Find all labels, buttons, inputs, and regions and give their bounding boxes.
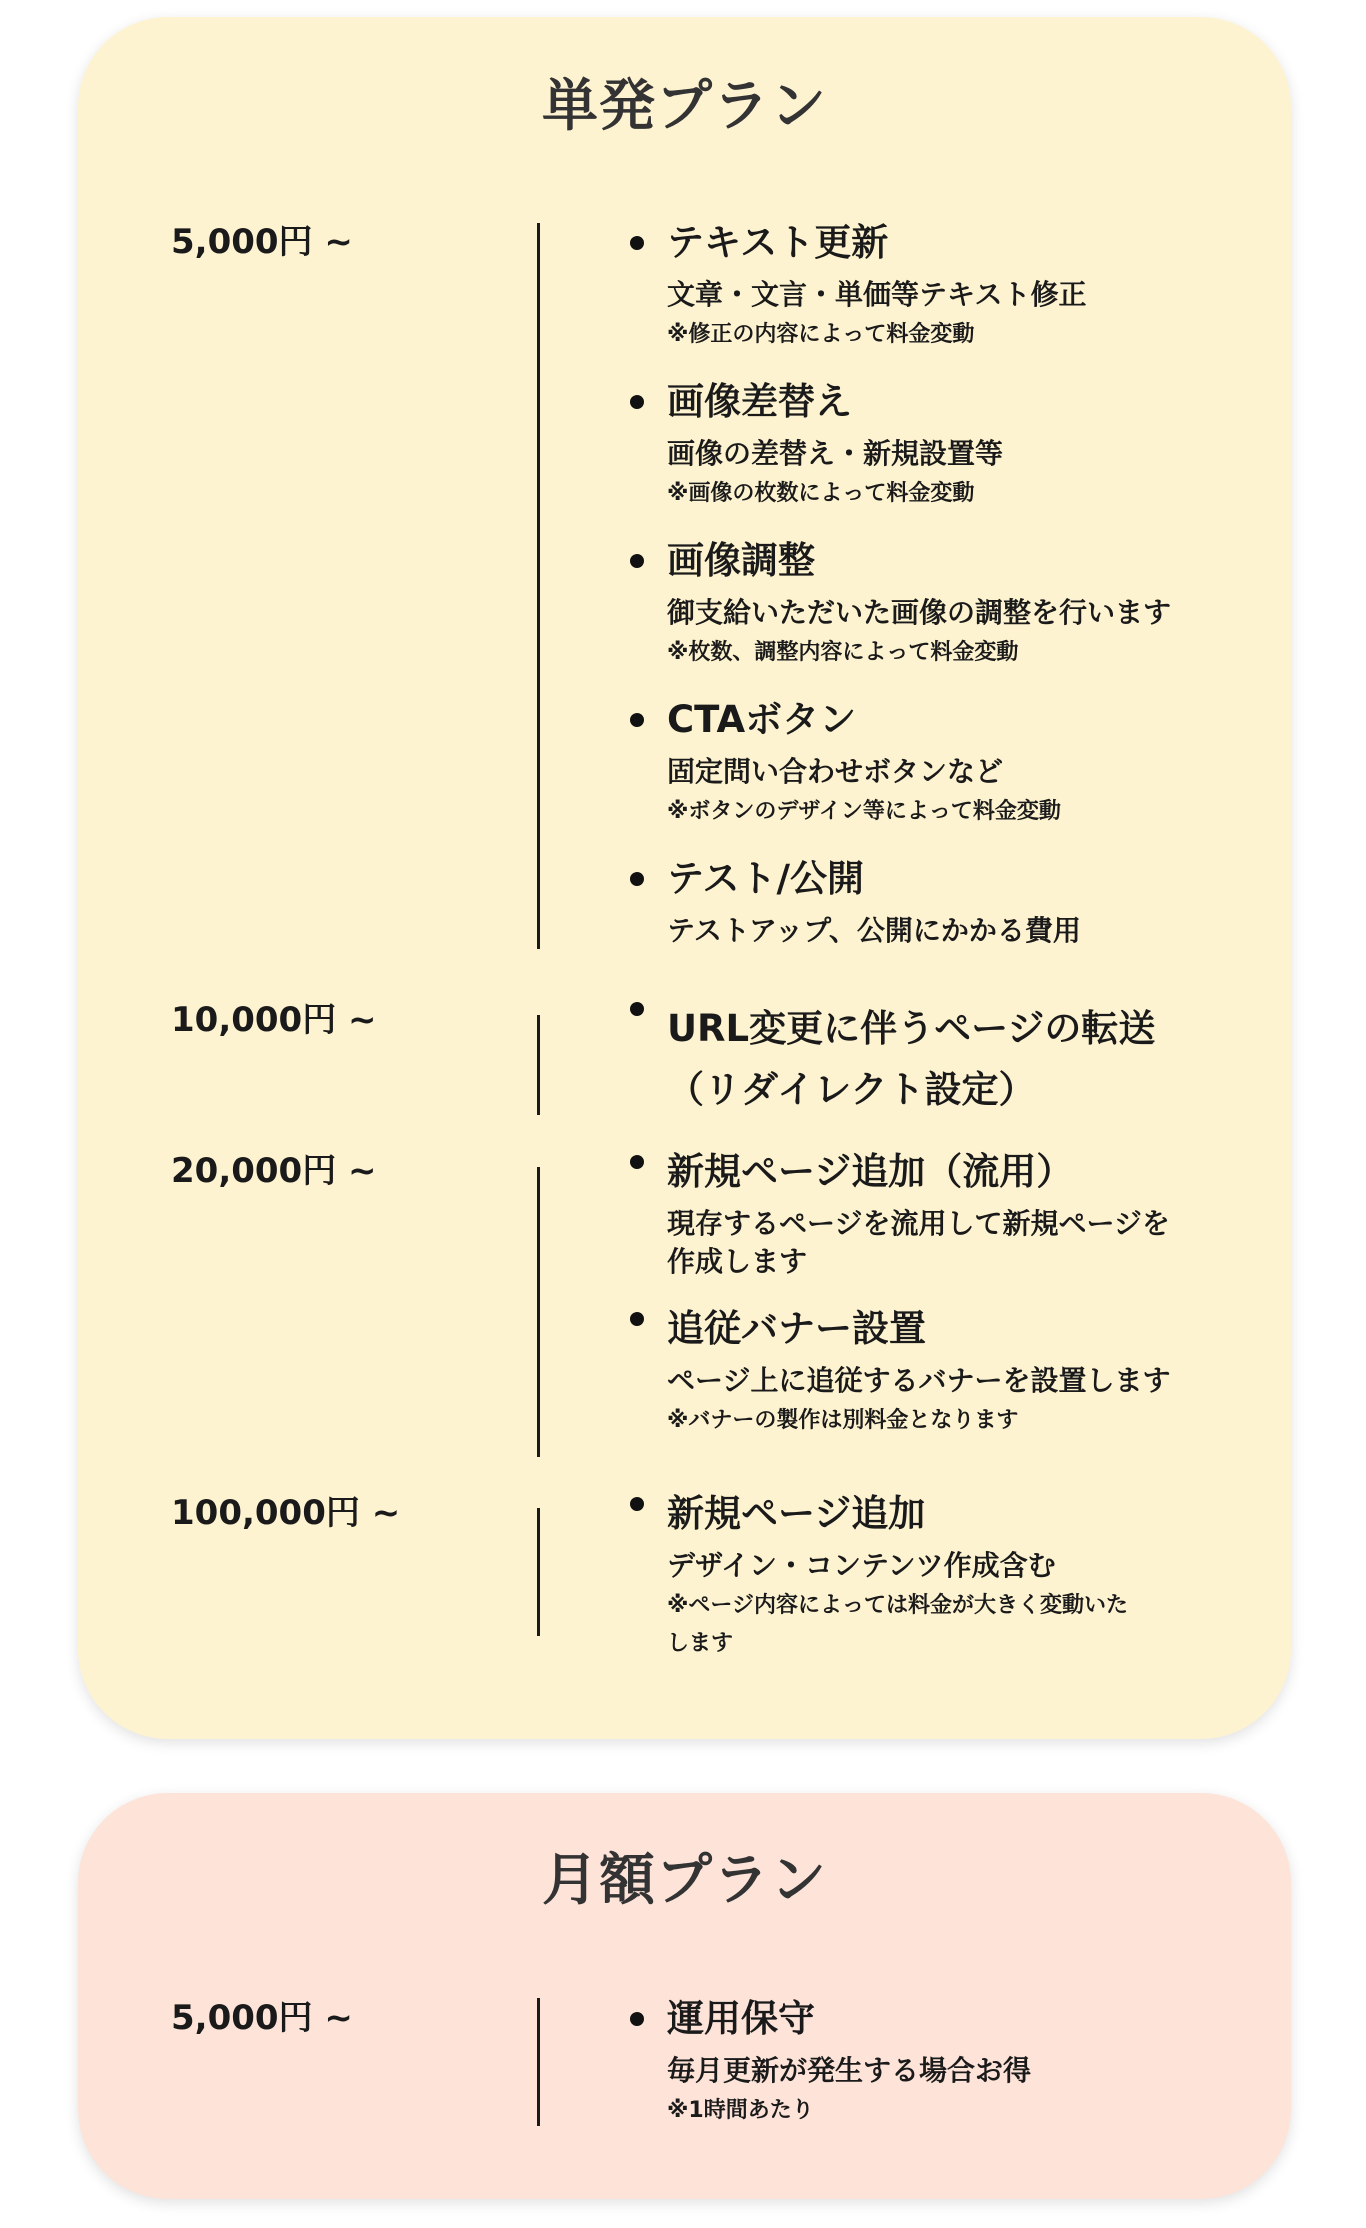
service-description bbox=[667, 2052, 1031, 2090]
price-label: 100,000円 ~ bbox=[171, 1493, 401, 1533]
bullet-icon bbox=[630, 1002, 644, 1016]
service-title-line: 画像差替え bbox=[667, 380, 852, 423]
service-note bbox=[667, 2092, 1031, 2130]
bullet-icon bbox=[630, 2012, 644, 2026]
service-note bbox=[667, 1587, 1128, 1663]
note-line: します bbox=[667, 1631, 734, 1656]
single-plan-card bbox=[78, 17, 1291, 1739]
service-item bbox=[667, 1491, 1128, 1663]
service-title-line: 運用保守 bbox=[667, 1997, 815, 2040]
service-title-line: 新規ページ追加（流用） bbox=[667, 1150, 1074, 1193]
bullet-icon bbox=[630, 872, 644, 886]
price-label: 5,000円 ~ bbox=[171, 222, 353, 262]
service-list bbox=[667, 1996, 1031, 2130]
service-title bbox=[667, 697, 1171, 743]
service-item bbox=[667, 379, 1171, 513]
description-line: テストアップ、公開にかかる費用 bbox=[667, 914, 1081, 947]
service-note bbox=[667, 634, 1171, 672]
service-title bbox=[667, 1306, 1170, 1352]
service-item bbox=[667, 1306, 1170, 1440]
service-title-line: CTAボタン bbox=[667, 698, 857, 741]
note-line: ※ボタンのデザイン等によって料金変動 bbox=[667, 799, 1061, 824]
bullet-icon bbox=[630, 236, 644, 250]
description-line: 作成します bbox=[667, 1245, 808, 1278]
divider bbox=[537, 1508, 540, 1636]
plan-title: 月額プラン bbox=[542, 1848, 827, 1913]
service-item bbox=[667, 697, 1171, 831]
service-list bbox=[667, 1491, 1128, 1663]
service-title-line: テスト/公開 bbox=[667, 857, 865, 900]
service-title-line: URL変更に伴うページの転送 bbox=[667, 1007, 1156, 1050]
service-list bbox=[667, 998, 1155, 1120]
note-line: ※修正の内容によって料金変動 bbox=[667, 322, 975, 347]
description-line: 文章・文言・単価等テキスト修正 bbox=[667, 278, 1087, 311]
service-item bbox=[667, 998, 1155, 1120]
note-line: ※1時間あたり bbox=[667, 2098, 814, 2123]
note-line: ※ページ内容によっては料金が大きく変動いた bbox=[667, 1593, 1128, 1618]
service-title bbox=[667, 379, 1171, 425]
divider bbox=[537, 1015, 540, 1115]
description-line: 固定問い合わせボタンなど bbox=[667, 755, 1004, 788]
service-item bbox=[667, 1996, 1031, 2130]
service-note bbox=[667, 316, 1171, 354]
description-line: 画像の差替え・新規設置等 bbox=[667, 437, 1004, 470]
service-title bbox=[667, 1149, 1170, 1195]
service-description bbox=[667, 1362, 1170, 1400]
description-line: 御支給いただいた画像の調整を行います bbox=[667, 596, 1172, 629]
service-list bbox=[667, 220, 1171, 950]
service-description bbox=[667, 1205, 1170, 1281]
note-line: ※バナーの製作は別料金となります bbox=[667, 1408, 1019, 1433]
service-list bbox=[667, 1149, 1170, 1440]
service-title bbox=[667, 1491, 1128, 1537]
description-line: デザイン・コンテンツ作成含む bbox=[667, 1549, 1056, 1582]
service-title bbox=[667, 220, 1171, 266]
bullet-icon bbox=[630, 1312, 644, 1326]
service-item bbox=[667, 856, 1171, 950]
service-description bbox=[667, 435, 1171, 473]
service-title-line: テキスト更新 bbox=[667, 221, 889, 264]
monthly-plan-card bbox=[78, 1793, 1291, 2199]
service-note bbox=[667, 793, 1171, 831]
service-note bbox=[667, 1402, 1170, 1440]
description-line: ページ上に追従するバナーを設置します bbox=[667, 1364, 1171, 1397]
service-title-line: 新規ページ追加 bbox=[667, 1492, 926, 1535]
bullet-icon bbox=[630, 554, 644, 568]
service-item bbox=[667, 1149, 1170, 1281]
service-description bbox=[667, 912, 1171, 950]
service-description bbox=[667, 1547, 1128, 1585]
service-title bbox=[667, 1996, 1031, 2042]
service-title-line: （リダイレクト設定） bbox=[667, 1068, 1036, 1111]
service-title bbox=[667, 998, 1155, 1120]
bullet-icon bbox=[630, 1497, 644, 1511]
service-description bbox=[667, 594, 1171, 632]
plan-title: 単発プラン bbox=[542, 74, 827, 139]
description-line: 毎月更新が発生する場合お得 bbox=[667, 2054, 1032, 2087]
bullet-icon bbox=[630, 1155, 644, 1169]
service-title-line: 追従バナー設置 bbox=[667, 1307, 926, 1350]
service-item bbox=[667, 538, 1171, 672]
service-note bbox=[667, 475, 1171, 513]
price-label: 20,000円 ~ bbox=[171, 1151, 377, 1191]
divider bbox=[537, 1998, 540, 2126]
divider bbox=[537, 1167, 540, 1457]
price-label: 10,000円 ~ bbox=[171, 1000, 377, 1040]
service-title bbox=[667, 856, 1171, 902]
service-item bbox=[667, 220, 1171, 354]
divider bbox=[537, 223, 540, 949]
service-description bbox=[667, 753, 1171, 791]
service-title-line: 画像調整 bbox=[667, 539, 815, 582]
bullet-icon bbox=[630, 713, 644, 727]
description-line: 現存するページを流用して新規ページを bbox=[667, 1207, 1170, 1240]
service-title bbox=[667, 538, 1171, 584]
service-description bbox=[667, 276, 1171, 314]
note-line: ※枚数、調整内容によって料金変動 bbox=[667, 640, 1019, 665]
bullet-icon bbox=[630, 395, 644, 409]
price-label: 5,000円 ~ bbox=[171, 1998, 353, 2038]
note-line: ※画像の枚数によって料金変動 bbox=[667, 481, 975, 506]
